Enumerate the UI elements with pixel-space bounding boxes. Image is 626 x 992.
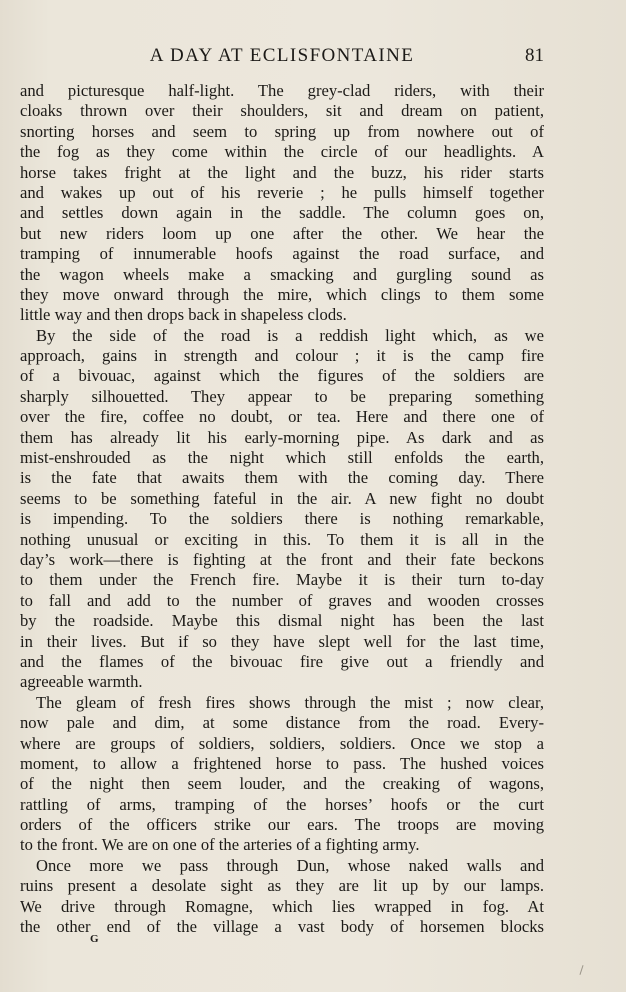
text-line: but new riders loom up one after the other. We hear the (20, 223, 544, 243)
text-line: tramping of innumerable hoofs against the road surface, and (20, 244, 544, 264)
text-line: now pale and dim, at some distance from the road. Every- (20, 713, 544, 733)
text-line: little way and then drops back in shapeless clods. (20, 305, 347, 325)
page-header (20, 43, 544, 69)
text-line: and picturesque half-light. The grey-clad riders, with their (20, 81, 544, 100)
signature-mark: G (90, 933, 100, 945)
text-line: is impending. To the soldiers there is nothing remarkable, (20, 509, 544, 529)
text-line: them has already lit his early-morning pipe. As dark and as (20, 427, 544, 447)
body-text (20, 81, 544, 937)
text-line: moment, to allow a frightened horse to pass. The hushed voices (20, 753, 544, 773)
text-line: and settles down again in the saddle. The column goes on, (20, 203, 544, 223)
text-line: the wagon wheels make a smacking and gurgling sound as (20, 264, 544, 284)
text-line: is the fate that awaits them with the coming day. There (20, 468, 544, 488)
text-line: We drive through Romagne, which lies wrapped in fog. At (20, 896, 544, 916)
text-line: they move onward through the mire, which clings to them some (20, 284, 544, 304)
text-line: to fall and add to the number of graves and wooden crosses (20, 590, 544, 610)
text-line: mist-enshrouded as the night which still enfolds the earth, (20, 448, 544, 468)
paragraph-first-line: The gleam of fresh fires shows through the mist ; now clear, (36, 692, 544, 712)
text-line: and the flames of the bivouac fire give out a friendly and (20, 651, 544, 671)
text-line: ruins present a desolate sight as they are lit up by our lamps. (20, 876, 544, 896)
paper-speck (579, 965, 583, 975)
text-line: approach, gains in strength and colour ; it is the camp fire (20, 346, 544, 366)
text-line: horse takes fright at the light and the buzz, his rider starts (20, 162, 544, 182)
text-line: of the night then seem louder, and the creaking of wagons, (20, 774, 544, 794)
text-line: the fog as they come within the circle of our headlights. A (20, 142, 544, 162)
text-line: and wakes up out of his reverie ; he pulls himself together (20, 182, 544, 202)
running-title: A DAY AT ECLISFONTAINE (149, 45, 415, 66)
text-line: in their lives. But if so they have slept well for the last time, (20, 631, 544, 651)
text-line: snorting horses and seem to spring up from nowhere out of (20, 121, 544, 141)
text-line: rattling of arms, tramping of the horses’ hoofs or the curt (20, 794, 544, 814)
paragraph-first-line: Once more we pass through Dun, whose naked walls and (36, 855, 544, 875)
text-line: to them under the French fire. Maybe it is their turn to-day (20, 570, 544, 590)
text-line: over the fire, coffee no doubt, or tea. Here and there one of (20, 407, 544, 427)
text-line: where are groups of soldiers, soldiers, soldiers. Once we stop a (20, 733, 544, 753)
paragraph-first-line: By the side of the road is a reddish light which, as we (36, 325, 544, 345)
text-line: of a bivouac, against which the figures of the soldiers are (20, 366, 544, 386)
text-line: by the roadside. Maybe this dismal night has been the last (20, 611, 544, 631)
text-line: agreeable warmth. (20, 672, 143, 692)
text-line: sharply silhouetted. They appear to be preparing something (20, 386, 544, 406)
text-line: cloaks thrown over their shoulders, sit and dream on patient, (20, 101, 544, 121)
text-line: seems to be something fateful in the air. A new fight no doubt (20, 488, 544, 508)
text-line: nothing unusual or exciting in this. To them it is all in the (20, 529, 544, 549)
text-line: orders of the officers strike our ears. The troops are moving (20, 815, 544, 835)
text-line: day’s work—there is fighting at the front and their fate beckons (20, 549, 544, 569)
text-line: the other end of the village a vast body of horsemen blocks (20, 917, 544, 937)
text-line: to the front. We are on one of the arteries of a fighting army. (20, 835, 420, 855)
page-number: 81 (525, 45, 544, 66)
